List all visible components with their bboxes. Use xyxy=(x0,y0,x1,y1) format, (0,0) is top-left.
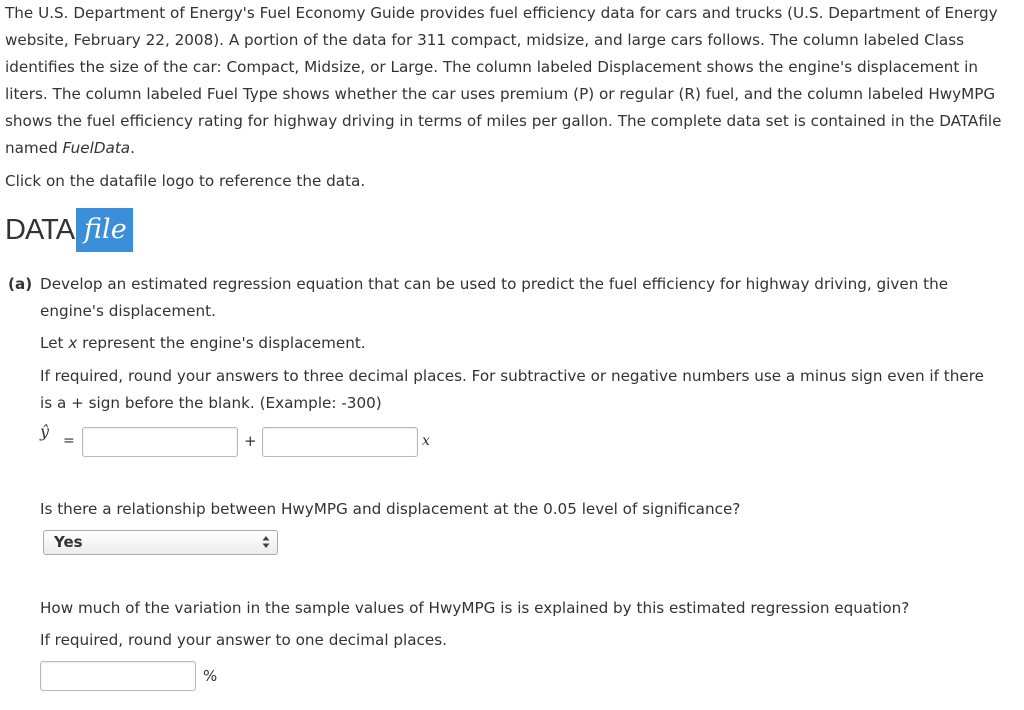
let-prefix: Let xyxy=(40,334,69,352)
select-arrows-icon xyxy=(262,535,270,549)
intercept-input[interactable] xyxy=(82,427,238,457)
variation-rounding-instructions: If required, round your answer to one decimal places. xyxy=(40,631,447,649)
click-instruction: Click on the datafile logo to reference the data. xyxy=(5,172,366,190)
problem-intro xyxy=(5,0,1023,162)
let-x-statement xyxy=(40,330,366,357)
relationship-selected-value: Yes xyxy=(54,533,83,551)
part-a-label: (a) xyxy=(8,275,33,293)
part-a-prompt: Develop an estimated regression equation that can be used to predict the fuel efficiency for highway driving, given the engine's displacement. xyxy=(40,275,949,320)
datafile-logo-button[interactable] xyxy=(5,208,133,252)
let-suffix: represent the engine's displacement. xyxy=(77,334,366,352)
slope-input[interactable] xyxy=(262,427,418,457)
y-hat-symbol: ŷ xyxy=(40,422,50,441)
let-variable: x xyxy=(68,334,78,352)
datafile-logo-file-text: file xyxy=(76,208,133,252)
relationship-question: Is there a relationship between HwyMPG and displacement at the 0.05 level of significance? xyxy=(40,500,741,518)
datafile-name: FuelData xyxy=(62,139,131,157)
variation-question: How much of the variation in the sample values of HwyMPG is is explained by this estimated regression equation? xyxy=(40,599,910,617)
relationship-select[interactable] xyxy=(43,530,278,555)
percent-sign: % xyxy=(203,667,218,685)
intro-text: The U.S. Department of Energy's Fuel Economy Guide provides fuel efficiency data for cars and trucks (U.S. Department of Energy website, February 22, 2008). A portion of the data for 311 compact, midsize, and large cars follows. The column labeled Class identifies the size of the car: Compact, Midsize, or Large. The column labeled Displacement shows the engine's displacement in liters. The column labeled Fuel Type shows whether the car uses premium (P) or regular (R) fuel, and the column labeled HwyMPG shows the fuel efficiency rating for highway driving in terms of miles per gallon. The complete data set is contained in the DATAfile named xyxy=(5,4,1002,157)
x-variable: x xyxy=(422,433,430,449)
variation-percent-input[interactable] xyxy=(40,661,196,691)
intro-period: . xyxy=(130,139,135,157)
equals-sign: = xyxy=(63,433,75,449)
plus-sign: + xyxy=(244,432,257,450)
datafile-logo-data-text: DATA xyxy=(5,214,75,246)
rounding-instructions: If required, round your answers to three decimal places. For subtractive or negative numbers use a minus sign even if there is a + sign before the blank. (Example: -300) xyxy=(40,367,984,412)
